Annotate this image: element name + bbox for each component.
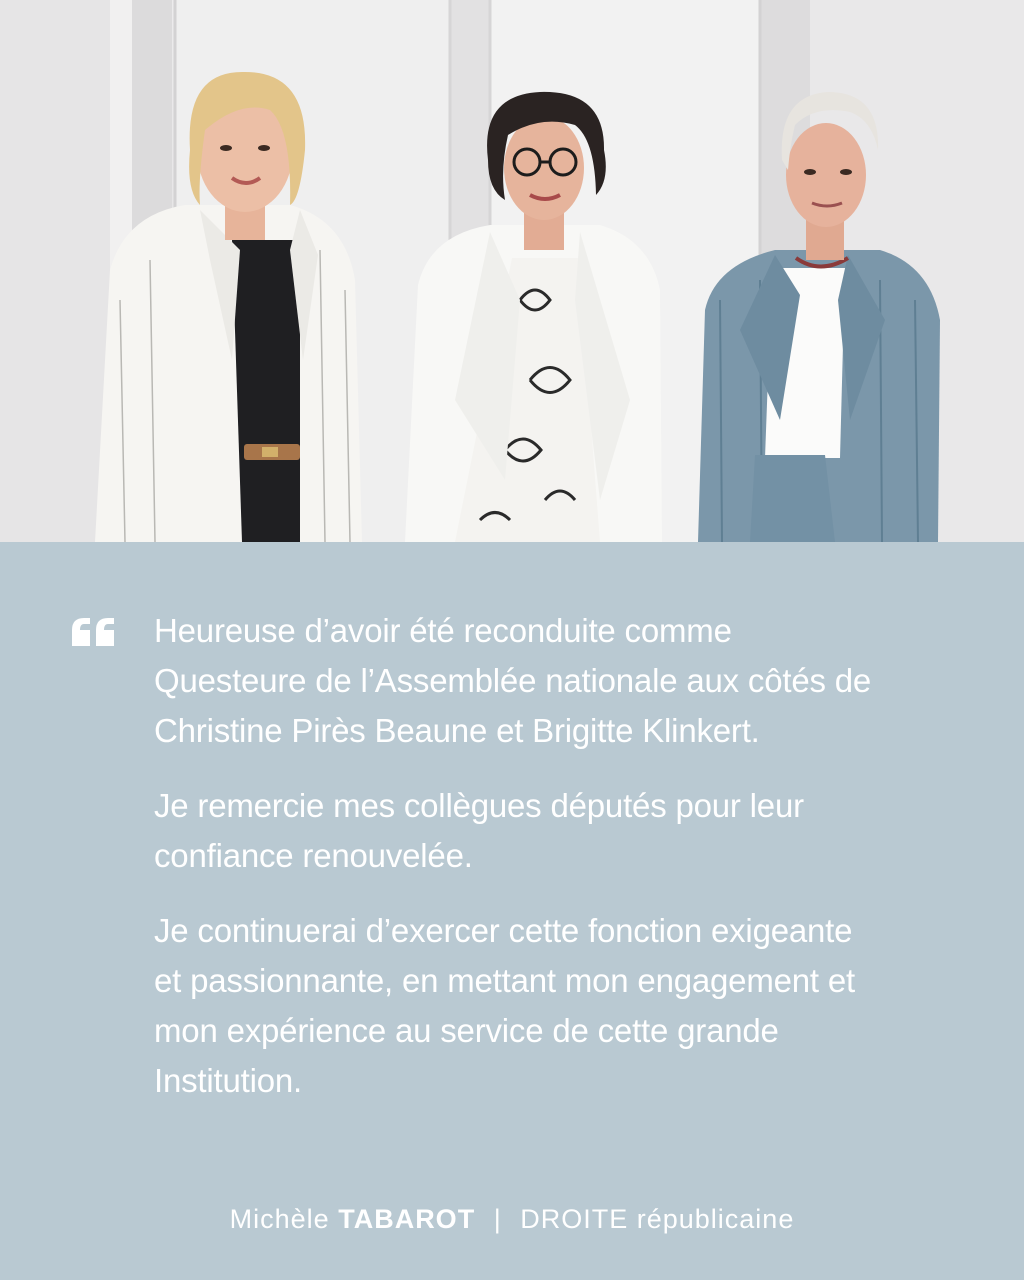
quote-paragraph-1: Heureuse d’avoir été reconduite comme Questeure de l’Assemblée nationale aux côtés de Christine Pirès Beaune et Brigitte Klinkert. [154, 612, 872, 749]
quote-text [154, 606, 874, 1131]
signature-separator: | [493, 1204, 502, 1234]
signature-last-name: TABAROT [338, 1204, 476, 1234]
quote-mark-icon [70, 616, 116, 648]
signature-first-name: Michèle [229, 1204, 330, 1234]
group-photo [0, 0, 1024, 542]
quote-paragraph-2: Je remercie mes collègues députés pour leur confiance renouvelée. [154, 787, 804, 874]
signature-party: DROITE républicaine [520, 1204, 795, 1234]
quote-paragraph-3: Je continuerai d’exercer cette fonction exigeante et passionnante, en mettant mon engagement et mon expérience au service de cette grande Institution. [154, 912, 855, 1099]
signature [0, 1204, 1024, 1235]
quote-section [0, 542, 1024, 1280]
